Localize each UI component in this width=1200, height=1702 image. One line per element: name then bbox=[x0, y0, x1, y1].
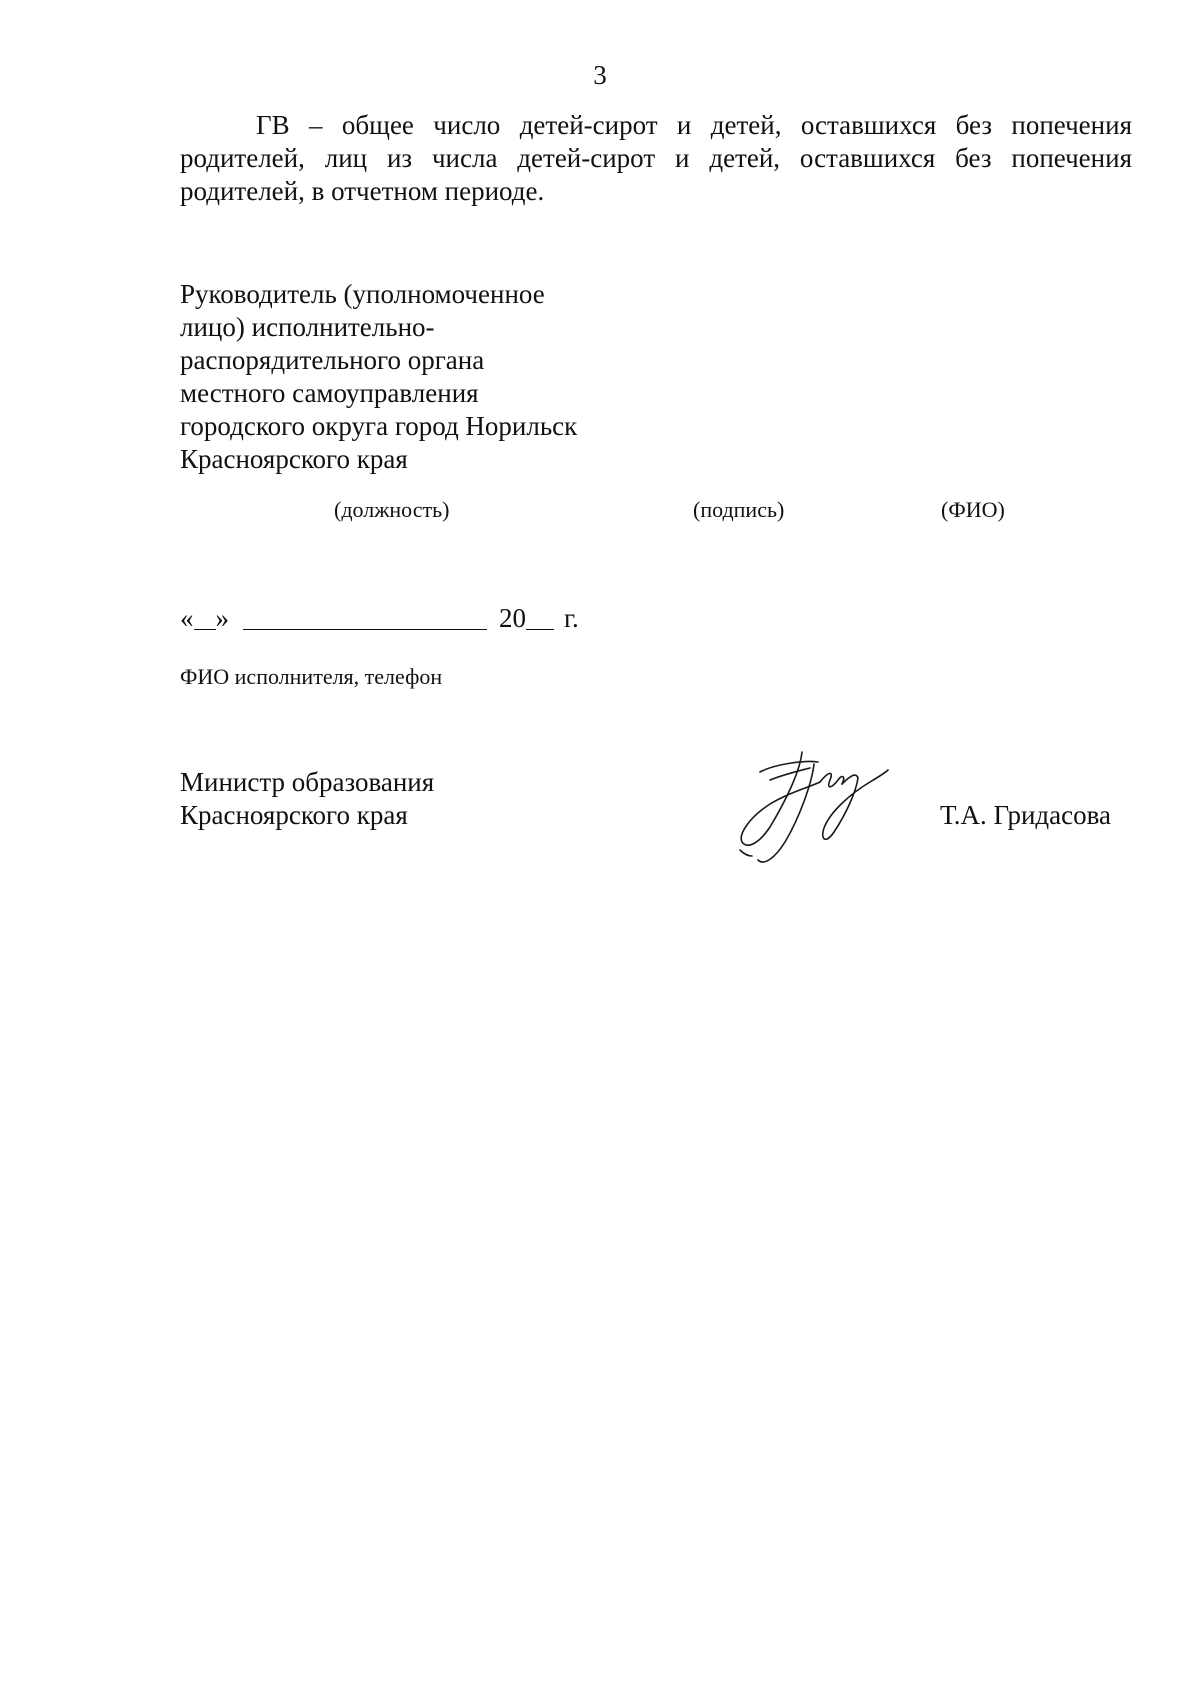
definition-paragraph: ГВ – общее число детей-сирот и детей, оставшихся без попечения родителей, лиц из числа детей-сирот и детей, оставшихся без попечения родителей, в отчетном периоде. bbox=[180, 110, 1132, 206]
minister-title-line: Красноярского края bbox=[180, 800, 408, 830]
executor-contact-label: ФИО исполнителя, телефон bbox=[180, 664, 443, 689]
date-close-quote: » bbox=[215, 603, 229, 633]
name-caption: (ФИО) bbox=[941, 497, 1005, 522]
head-title-line: Руководитель (уполномоченное bbox=[180, 279, 545, 309]
year-suffix: г. bbox=[564, 603, 579, 633]
date-line bbox=[180, 600, 880, 636]
page-number: 3 bbox=[593, 60, 607, 90]
head-title-block bbox=[180, 278, 740, 476]
year-blank bbox=[526, 602, 554, 630]
signature-caption: (подпись) bbox=[693, 497, 785, 522]
date-open-quote: « bbox=[180, 603, 194, 633]
minister-title-line: Министр образования bbox=[180, 767, 435, 797]
head-title-line: лицо) исполнительно- bbox=[180, 312, 435, 342]
minister-title-block bbox=[180, 766, 434, 832]
head-title-line: городского округа город Норильск bbox=[180, 411, 578, 441]
minister-name: Т.А. Гридасова bbox=[940, 800, 1111, 830]
year-prefix: 20 bbox=[499, 603, 526, 633]
head-title-line: Красноярского края bbox=[180, 444, 408, 474]
day-blank bbox=[194, 602, 216, 630]
month-blank bbox=[243, 602, 487, 630]
head-title-line: местного самоуправления bbox=[180, 378, 479, 408]
signature-icon bbox=[730, 742, 920, 872]
position-caption: (должность) bbox=[334, 497, 450, 522]
head-title-line: распорядительного органа bbox=[180, 345, 485, 375]
